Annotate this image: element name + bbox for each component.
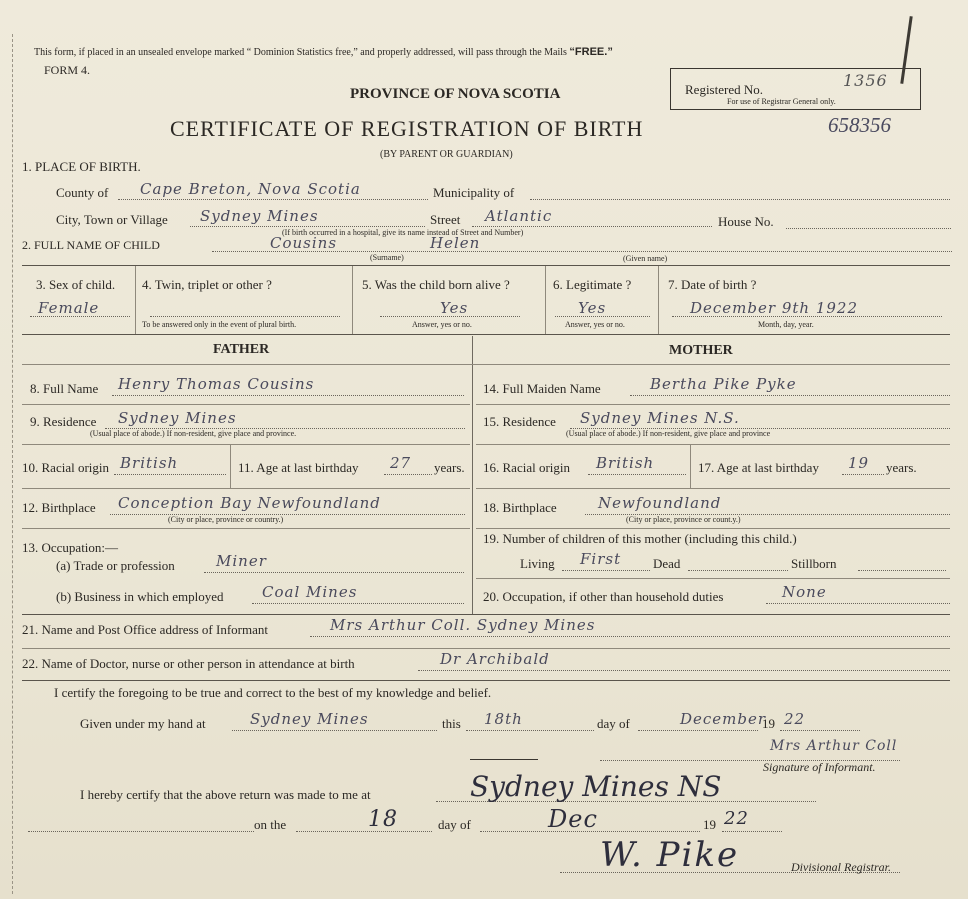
on-the-label: on the [254, 817, 287, 832]
rule-father-9 [22, 444, 470, 445]
divider-10-11 [230, 445, 231, 488]
year-prefix: 19 [762, 716, 775, 731]
rule-below-headings [22, 364, 950, 365]
given-place-value: Sydney Mines [250, 710, 369, 728]
divider-4-5 [352, 266, 353, 334]
mother-residence-label: 15. Residence [483, 414, 556, 429]
rule-mother-16 [476, 488, 950, 489]
informant-signature: Mrs Arthur Coll [770, 738, 898, 754]
informant-value: Mrs Arthur Coll. Sydney Mines [330, 616, 596, 634]
house-label: House No. [718, 214, 774, 229]
divider-16-17 [690, 445, 691, 488]
day-of-value: December [680, 710, 767, 728]
father-business-value: Coal Mines [262, 583, 358, 601]
mother-stillborn-line [858, 570, 946, 571]
informant-signature-caption: Signature of Informant. [763, 760, 876, 774]
sex-label: 3. Sex of child. [36, 277, 116, 292]
mother-dead-label: Dead [653, 556, 681, 571]
rule-father-10 [22, 488, 470, 489]
divider-3-4 [135, 266, 136, 334]
father-occupation-label: 13. Occupation:— [22, 540, 119, 555]
registrar-caption: Divisional Registrar. [791, 860, 892, 874]
father-name-value: Henry Thomas Cousins [118, 375, 315, 393]
alive-value: Yes [440, 299, 469, 317]
father-residence-note: (Usual place of abode.) If non-resident, give place and province. [90, 429, 297, 438]
registrar-year-line [722, 831, 782, 832]
father-name-line [112, 395, 464, 396]
father-trade-value: Miner [216, 552, 267, 570]
doctor-value: Dr Archibald [440, 650, 550, 668]
mail-notice-text: This form, if placed in an unsealed envelope marked “ Dominion Statistics free,” and properly addressed, will pass through the Mails [34, 47, 567, 58]
child-surname-value: Cousins [270, 234, 338, 252]
doctor-line [418, 670, 950, 671]
municipality-line [530, 199, 950, 200]
municipality-label: Municipality of [433, 185, 515, 200]
city-value: Sydney Mines [200, 207, 319, 225]
twin-note: To be answered only in the event of plural birth. [142, 320, 297, 329]
father-racial-label: 10. Racial origin [22, 460, 110, 475]
alive-note: Answer, yes or no. [412, 320, 472, 329]
father-age-label: 11. Age at last birthday [238, 460, 359, 475]
day-of-line [638, 730, 758, 731]
year-value: 22 [784, 710, 806, 728]
registrar-year-prefix: 19 [703, 817, 716, 832]
mother-birthplace-label: 18. Birthplace [483, 500, 557, 515]
given-place-line [232, 730, 437, 731]
mother-age-value: 19 [848, 454, 870, 472]
rule-21 [22, 648, 950, 649]
short-rule [470, 759, 538, 760]
registrar-day-of-value: Dec [548, 805, 598, 833]
father-age-line [384, 474, 432, 475]
father-racial-line [114, 474, 226, 475]
dob-value: December 9th 1922 [690, 299, 858, 317]
given-caption: (Given name) [623, 254, 668, 263]
informant-line [310, 636, 950, 637]
divider-6-7 [658, 266, 659, 334]
registrar-left-line [28, 831, 254, 832]
mother-age-unit: years. [886, 460, 917, 475]
mother-racial-value: British [596, 454, 655, 472]
father-birthplace-line [110, 514, 465, 515]
father-trade-label: (a) Trade or profession [56, 558, 175, 573]
mother-stillborn-label: Stillborn [791, 556, 837, 571]
father-heading: FATHER [213, 342, 270, 357]
mother-name-value: Bertha Pike Pyke [650, 375, 797, 393]
father-residence-label: 9. Residence [30, 414, 97, 429]
legit-value: Yes [578, 299, 607, 317]
rule-below-row3 [22, 334, 950, 335]
rule-mother-14 [476, 404, 950, 405]
father-racial-value: British [120, 454, 179, 472]
given-label: Given under my hand at [80, 716, 206, 731]
mail-notice-free: “FREE.” [569, 46, 613, 58]
twin-label: 4. Twin, triplet or other ? [142, 277, 272, 292]
city-line [190, 226, 425, 227]
father-age-value: 27 [390, 454, 412, 472]
father-business-label: (b) Business in which employed [56, 589, 224, 604]
father-business-line [252, 603, 464, 604]
registered-label: Registered No. [685, 82, 763, 97]
county-value: Cape Breton, Nova Scotia [140, 180, 361, 198]
mother-occupation-line [766, 603, 950, 604]
mother-dead-line [688, 570, 788, 571]
dob-note: Month, day, year. [758, 320, 814, 329]
rule-22 [22, 680, 950, 681]
street-value: Atlantic [485, 207, 553, 225]
mail-notice [34, 46, 613, 58]
father-birthplace-note: (City or place, province or country.) [168, 515, 284, 524]
place-heading: 1. PLACE OF BIRTH. [22, 159, 141, 174]
mother-residence-note: (Usual place of abode.) If non-resident, give place and province [566, 429, 771, 438]
mother-living-value: First [580, 550, 622, 568]
rule-top-row3 [22, 265, 950, 266]
mother-birthplace-note: (City or place, province or count.y.) [626, 515, 741, 524]
mother-occupation-value: None [782, 583, 827, 601]
this-label: this [442, 716, 461, 731]
mother-name-line [630, 395, 950, 396]
dob-label: 7. Date of birth ? [668, 277, 757, 292]
county-label: County of [56, 185, 109, 200]
mother-birthplace-value: Newfoundland [598, 494, 722, 512]
city-label: City, Town or Village [56, 212, 168, 227]
year-line [780, 730, 860, 731]
mother-heading: MOTHER [669, 343, 733, 358]
father-birthplace-label: 12. Birthplace [22, 500, 96, 515]
doctor-label: 22. Name of Doctor, nurse or other person in attendance at birth [22, 656, 355, 671]
county-line [118, 199, 428, 200]
mother-name-label: 14. Full Maiden Name [483, 381, 601, 396]
registrar-year-value: 22 [724, 808, 749, 829]
center-divider [472, 336, 473, 614]
mother-occupation-label: 20. Occupation, if other than household duties [483, 589, 724, 604]
mother-racial-line [588, 474, 686, 475]
rule-above-21 [22, 614, 950, 615]
legit-note: Answer, yes or no. [565, 320, 625, 329]
rule-father-12 [22, 528, 470, 529]
father-age-unit: years. [434, 460, 465, 475]
father-residence-value: Sydney Mines [118, 409, 237, 427]
registrar-day-of-label: day of [438, 817, 471, 832]
mother-residence-value: Sydney Mines N.S. [580, 409, 740, 427]
mother-children-label: 19. Number of children of this mother (including this child.) [483, 531, 797, 546]
this-line [466, 730, 594, 731]
certify-statement: I certify the foregoing to be true and correct to the best of my knowledge and belief. [54, 685, 492, 700]
registrar-statement: I hereby certify that the above return was made to me at [80, 787, 371, 802]
father-birthplace-value: Conception Bay Newfoundland [118, 494, 381, 512]
registrar-place-value: Sydney Mines NS [470, 770, 722, 803]
on-the-value: 18 [368, 807, 398, 832]
day-of-label: day of [597, 716, 630, 731]
mother-age-label: 17. Age at last birthday [698, 460, 819, 475]
informant-label: 21. Name and Post Office address of Informant [22, 622, 268, 637]
house-line [786, 228, 951, 229]
twin-line [150, 316, 340, 317]
left-margin-rule [12, 34, 13, 894]
rule-mother-18 [476, 528, 950, 529]
certificate-subtitle: (BY PARENT OR GUARDIAN) [380, 149, 513, 160]
rule-mother-15 [476, 444, 950, 445]
mother-living-label: Living [520, 556, 555, 571]
mother-age-line [842, 474, 884, 475]
father-trade-line [204, 572, 464, 573]
registered-value: 1356 [843, 71, 888, 90]
registrar-signature: W. Pike [600, 835, 740, 875]
this-value: 18th [484, 710, 523, 728]
stamped-number: 658356 [828, 113, 891, 137]
registered-box [670, 68, 921, 110]
form-number: FORM 4. [44, 63, 91, 77]
rule-father-8 [22, 404, 470, 405]
surname-caption: (Surname) [370, 253, 404, 262]
child-name-label: 2. FULL NAME OF CHILD [22, 238, 160, 252]
registrar-use-note: For use of Registrar General only. [727, 97, 836, 106]
on-the-line [296, 831, 432, 832]
child-given-value: Helen [430, 234, 481, 252]
mother-racial-label: 16. Racial origin [483, 460, 571, 475]
street-line [472, 226, 712, 227]
province-title: PROVINCE OF NOVA SCOTIA [350, 86, 561, 102]
sex-value: Female [38, 299, 100, 317]
hospital-note: (If birth occurred in a hospital, give its name instead of Street and Number) [282, 228, 524, 237]
legit-label: 6. Legitimate ? [553, 277, 632, 292]
certificate-title: CERTIFICATE OF REGISTRATION OF BIRTH [170, 116, 644, 141]
rule-mother-19 [476, 578, 950, 579]
street-label: Street [430, 212, 461, 227]
alive-label: 5. Was the child born alive ? [362, 277, 510, 292]
father-name-label: 8. Full Name [30, 381, 99, 396]
mother-living-line [562, 570, 650, 571]
divider-5-6 [545, 266, 546, 334]
